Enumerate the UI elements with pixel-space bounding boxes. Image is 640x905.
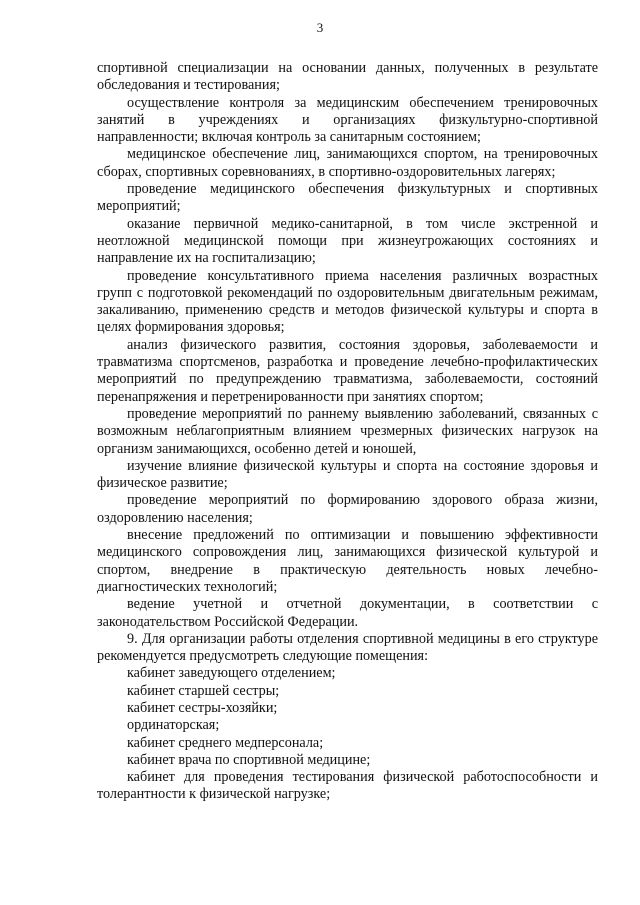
section-9-intro: 9. Для организации работы отделения спортивной медицины в его структуре рекомендуется предусмотреть следующие помещения:	[97, 630, 598, 665]
list-item: кабинет старшей сестры;	[127, 682, 280, 699]
list-item: кабинет врача по спортивной медицине;	[127, 751, 371, 768]
paragraph: проведение мероприятий по раннему выявлению заболеваний, связанных с возможным неблагоприятным влиянием чрезмерных физических нагрузок на организм занимающихся, особенно детей и юношей,	[97, 405, 598, 457]
list-item: ординаторская;	[127, 717, 220, 734]
paragraph: анализ физического развития, состояния здоровья, заболеваемости и травматизма спортсменов, разработка и проведение лечебно-профилактических мероприятий по предупреждению травматизма, заболеваемости, состояний перенапряжения и перетренированности при занятиях спортом;	[97, 336, 598, 405]
list-item: кабинет сестры-хозяйки;	[127, 699, 278, 716]
list-item: кабинет заведующего отделением;	[127, 665, 336, 682]
paragraph: внесение предложений по оптимизации и повышению эффективности медицинского сопровождения лиц, занимающихся физической культурой и спортом, внедрение в практическую деятельность новых лечебно-диагностических технологий;	[97, 527, 598, 595]
paragraph: оказание первичной медико-санитарной, в том числе экстренной и неотложной медицинской помощи при жизнеугрожающих состояниях и направление их на госпитализацию;	[97, 215, 598, 267]
paragraph: проведение консультативного приема населения различных возрастных групп с подготовкой рекомендаций по оздоровительным двигательным режимам, закаливанию, применению средств и методов физической культуры и спорта в целях формирования здоровья;	[97, 267, 598, 336]
page-number: 3	[316, 20, 324, 35]
paragraph: проведение медицинского обеспечения физкультурных и спортивных мероприятий;	[97, 181, 598, 215]
paragraph: медицинское обеспечение лиц, занимающихся спортом, на тренировочных сборах, спортивных соревнованиях, в спортивно-оздоровительных лагерях;	[97, 146, 598, 180]
paragraph: ведение учетной и отчетной документации, в соответствии с законодательством Российской Федерации.	[97, 596, 598, 630]
paragraph: изучение влияние физической культуры и спорта на состояние здоровья и физическое развитие;	[97, 457, 598, 492]
list-item: кабинет для проведения тестирования физической работоспособности и толерантности к физической нагрузке;	[97, 769, 598, 803]
paragraph: осуществление контроля за медицинским обеспечением тренировочных занятий в учреждениях и организациях физкультурно-спортивной направленности; включая контроль за санитарным состоянием;	[97, 94, 598, 146]
paragraph: проведение мероприятий по формированию здорового образа жизни, оздоровлению населения;	[97, 492, 598, 526]
list-item: кабинет среднего медперсонала;	[127, 734, 324, 751]
document-body	[97, 60, 598, 804]
paragraph: спортивной специализации на основании данных, полученных в результате обследования и тестирования;	[97, 60, 598, 94]
